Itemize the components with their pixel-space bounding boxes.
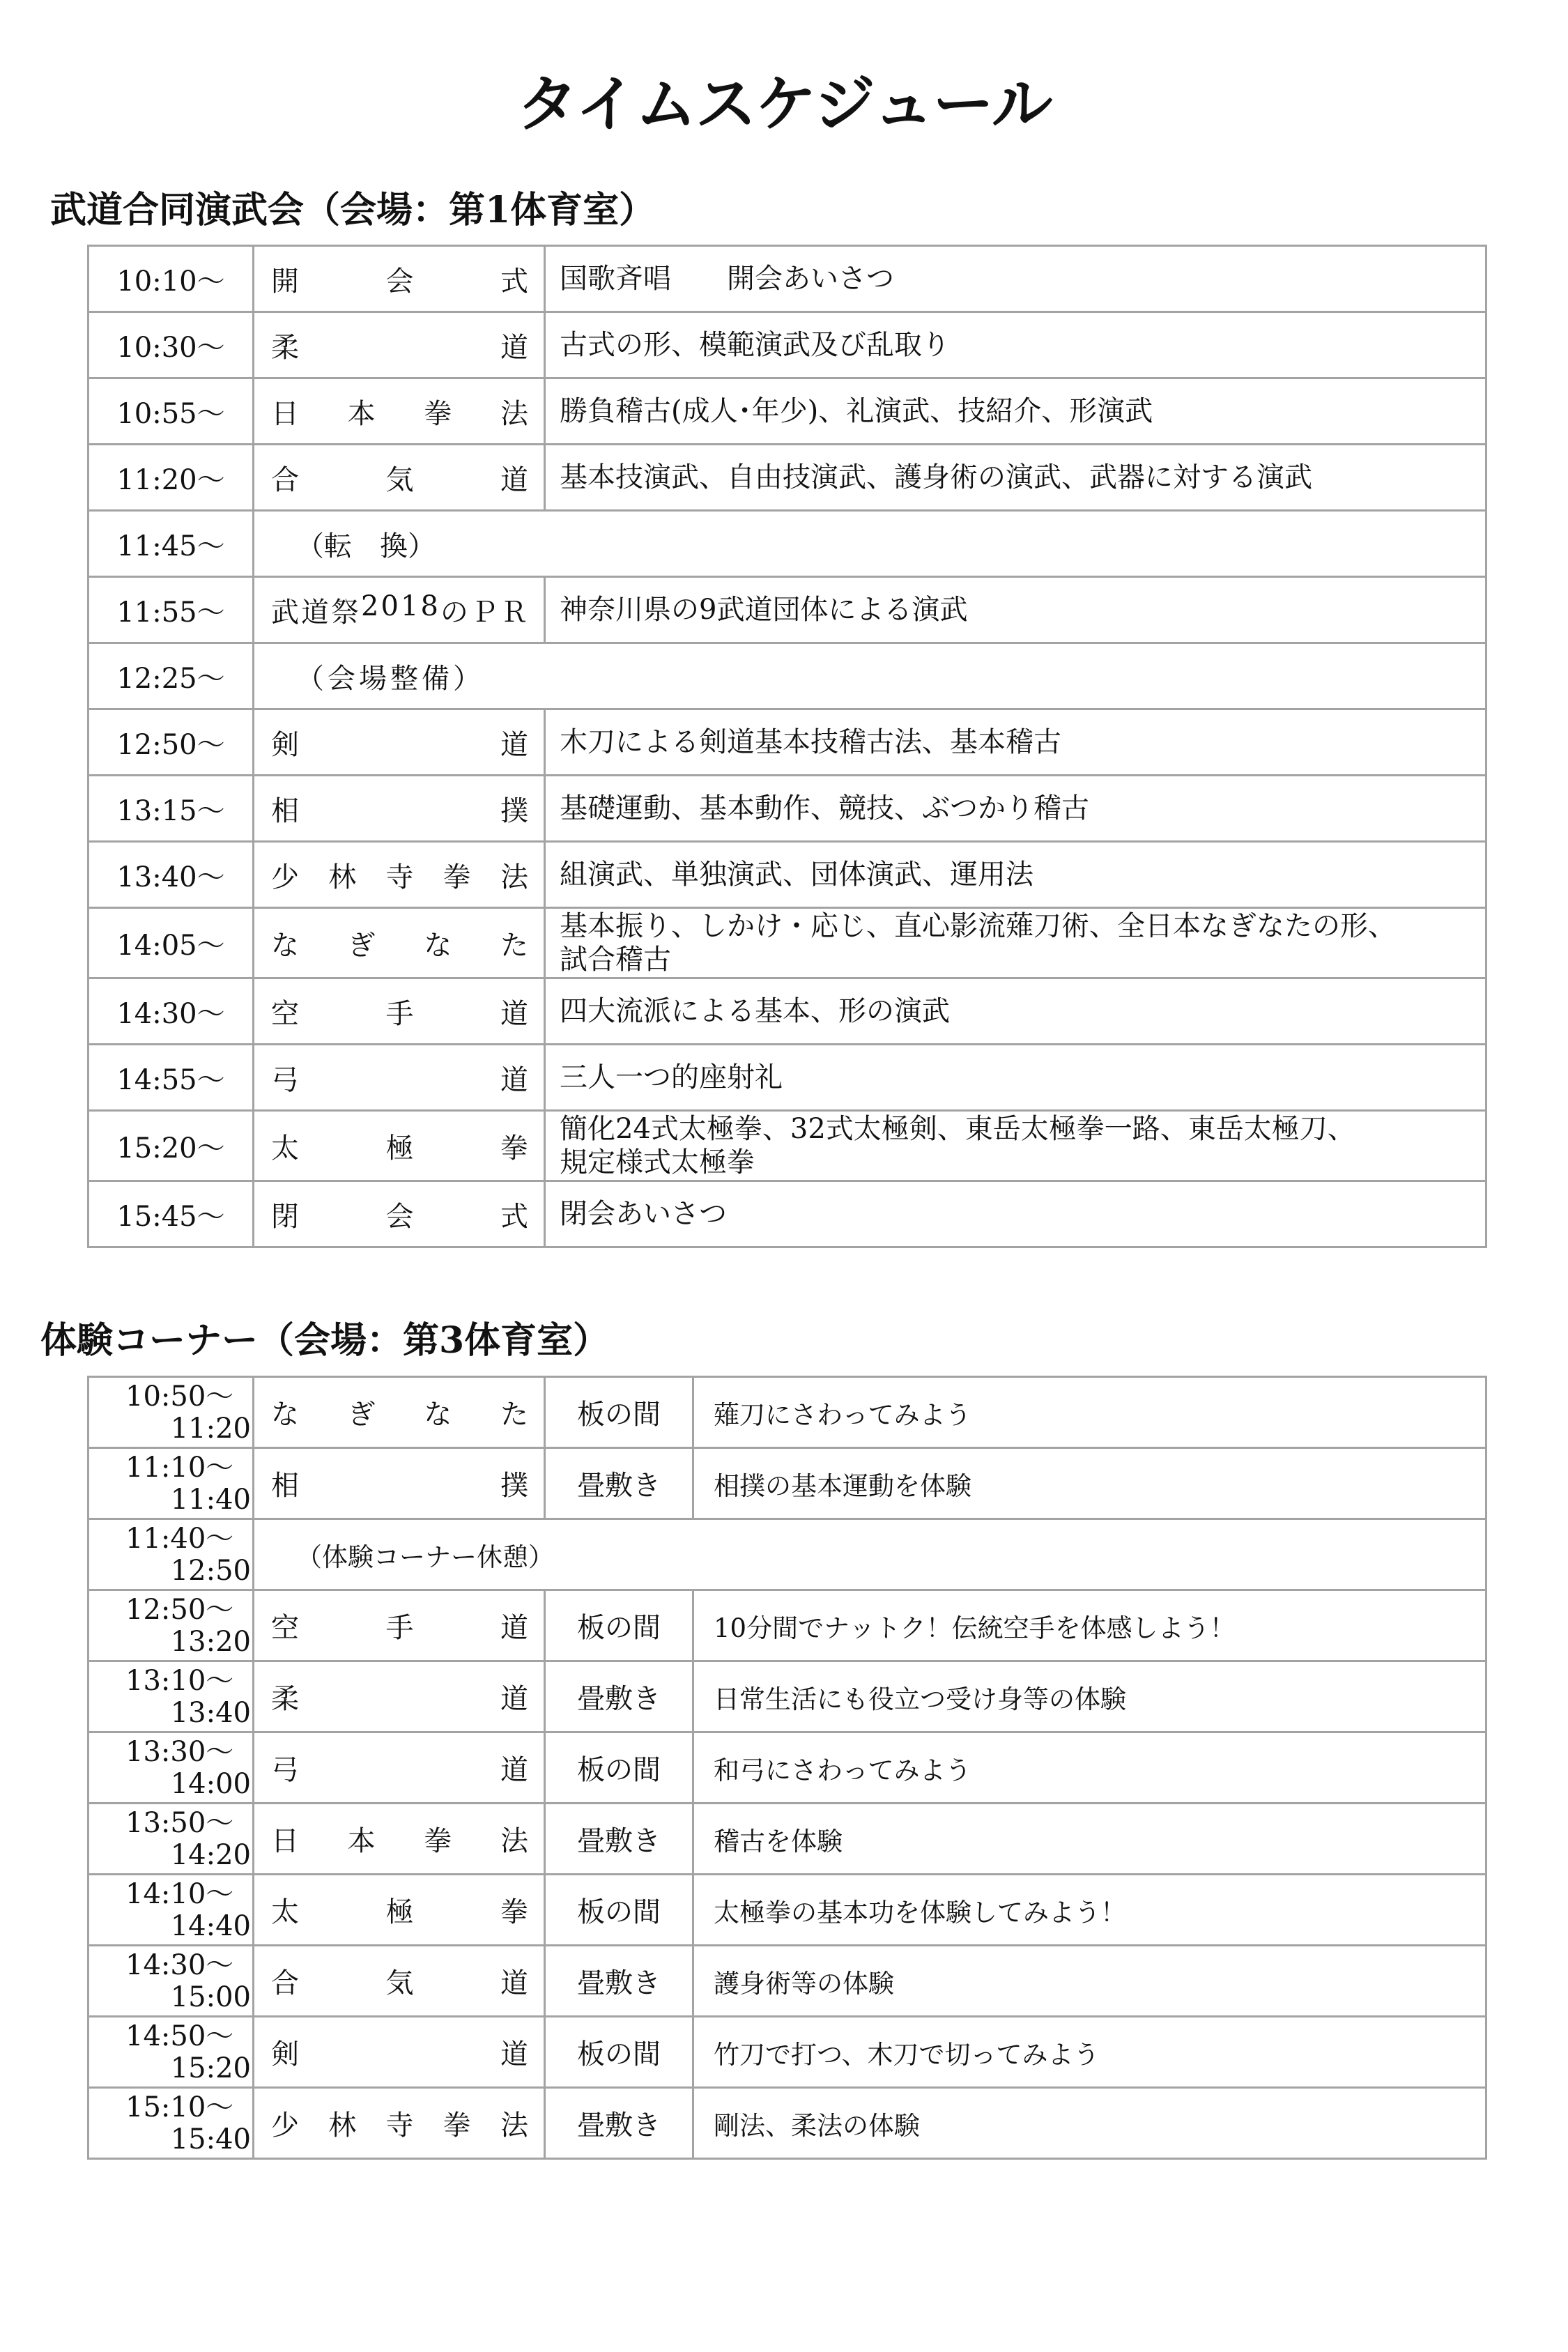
room-cell: 板の間 [545,1377,693,1448]
time-cell [89,1590,254,1661]
event-name-char: 法 [500,861,528,893]
event-cell [254,378,545,445]
event-name [271,1606,528,1645]
end-time: 11:40 [170,1483,251,1516]
event-name [271,2103,528,2143]
description-cell: 10分間でナットク！伝統空手を体感しよう！ [693,1590,1486,1661]
event-name-char: 祭 [331,596,360,629]
event-name-char: 空 [271,1612,299,1644]
event-name-char: 合 [271,463,299,496]
room-cell: 畳敷き [545,2088,693,2159]
table-row [89,1804,1486,1875]
event-name [271,1961,528,2001]
start-time: 10:50～ [125,1380,234,1413]
description-cell: 護身術等の体験 [693,1946,1486,2017]
time-cell: 11:55～ [89,577,254,643]
event-name-char: 空 [271,997,299,1030]
event-cell [254,1732,545,1804]
demonstration-heading: 武道合同演武会（会場：第1体育室） [50,189,656,231]
end-time: 15:20 [170,2052,251,2084]
event-name [271,1058,528,1098]
event-name-char: 少 [271,861,299,893]
event-cell [254,2017,545,2088]
event-name-char: 道 [500,331,528,364]
time-cell: 10:55～ [89,378,254,445]
table-row [89,709,1486,776]
event-name-char: 弓 [271,1754,299,1786]
event-cell [254,1875,545,1946]
room-cell: 板の間 [545,1590,693,1661]
event-cell [254,1377,545,1448]
event-name [271,458,528,498]
event-name [271,723,528,762]
room-cell: 板の間 [545,2017,693,2088]
time-cell: 12:25～ [89,643,254,709]
event-name-char: 会 [385,265,414,298]
event-name-char: 0 [381,590,399,622]
event-name [271,1463,528,1503]
room-cell: 畳敷き [545,1661,693,1732]
event-name-char: 式 [500,1200,528,1233]
note-cell: （体験コーナー休憩） [254,1519,1486,1590]
table-row [89,1875,1486,1946]
table-row [89,511,1486,577]
time-cell [89,2017,254,2088]
table-row [89,246,1486,312]
event-name-char: た [500,1399,528,1431]
event-name-char: 道 [500,1683,528,1715]
event-name [271,392,528,431]
event-name-char: ぎ [347,929,376,962]
event-name-char: 法 [500,397,528,430]
event-name-char: 道 [500,997,528,1030]
table-row [89,643,1486,709]
event-name [271,855,528,895]
table-row [89,2088,1486,2159]
event-name-char: 道 [500,728,528,761]
event-name [271,1819,528,1859]
event-name-char: 2 [361,590,379,622]
event-name-char: 日 [271,1825,299,1857]
time-cell: 13:15～ [89,776,254,842]
time-cell [89,1946,254,2017]
description-cell: 稽古を体験 [693,1804,1486,1875]
event-name-char: た [500,929,528,962]
time-cell [89,1519,254,1590]
end-time: 13:40 [170,1696,251,1729]
event-name-char: 撲 [500,794,528,827]
time-cell [89,1875,254,1946]
end-time: 14:20 [170,1838,251,1871]
event-name-char: 手 [385,1612,414,1644]
description-cell: 日常生活にも役立つ受け身等の体験 [693,1661,1486,1732]
event-cell [254,445,545,511]
time-cell: 14:05～ [89,908,254,978]
event-name-char: 道 [500,1754,528,1786]
description-cell: 基礎運動、基本動作、競技、ぶつかり稽古 [545,776,1486,842]
start-time: 13:30～ [125,1735,234,1768]
table-row [89,776,1486,842]
description-cell: 薙刀にさわってみよう [693,1377,1486,1448]
event-name-char: 閉 [271,1200,299,1233]
description-cell: 相撲の基本運動を体験 [693,1448,1486,1519]
end-time: 14:00 [170,1767,251,1800]
event-name-char: 林 [328,861,357,893]
event-name-char: 拳 [500,1896,528,1928]
description-cell: 神奈川県の9武道団体による演武 [545,577,1486,643]
table-row [89,1111,1486,1181]
event-name [271,259,528,299]
event-name-char: 法 [500,1825,528,1857]
event-name-char: 太 [271,1132,299,1165]
time-cell: 12:50～ [89,709,254,776]
description-cell: 基本技演武、自由技演武、護身術の演武、武器に対する演武 [545,445,1486,511]
event-cell [254,1590,545,1661]
end-time: 14:40 [170,1909,251,1942]
event-cell [254,1448,545,1519]
event-name-char: 会 [385,1200,414,1233]
event-cell [254,908,545,978]
event-name-char: な [271,1399,299,1431]
description-cell: 三人一つ的座射礼 [545,1045,1486,1111]
event-name-char: 式 [500,265,528,298]
event-name-char: 相 [271,794,299,827]
page-title: タイムスケジュール [516,68,1052,140]
description-cell: 木刀による剣道基本技稽古法、基本稽古 [545,709,1486,776]
event-cell [254,978,545,1045]
event-cell [254,842,545,908]
event-name-char: 1 [400,590,419,622]
event-name [271,325,528,365]
end-time: 15:40 [170,2123,251,2155]
time-cell [89,2088,254,2159]
event-name-char: 本 [347,1825,376,1857]
event-name-char: 極 [385,1132,414,1165]
event-name-char: 寺 [385,2109,414,2142]
table-row [89,1181,1486,1247]
event-name-char: 拳 [443,861,471,893]
event-name [271,923,528,963]
event-name-char: 気 [385,463,414,496]
demonstration-schedule-table [87,245,1487,1248]
description-cell: 勝負稽古(成人･年少)、礼演武、技紹介、形演武 [545,378,1486,445]
note-cell: （転 換） [254,511,1486,577]
room-cell: 畳敷き [545,1946,693,2017]
description-cell: 古式の形、模範演武及び乱取り [545,312,1486,378]
event-name-char: Ｒ [500,596,528,629]
room-cell: 板の間 [545,1732,693,1804]
event-name [271,1890,528,1930]
event-name [271,1392,528,1432]
table-row [89,1732,1486,1804]
event-name-char: 拳 [424,397,452,430]
event-name [271,1194,528,1234]
time-cell: 14:55～ [89,1045,254,1111]
event-name-char: 開 [271,265,299,298]
event-name-char: 拳 [424,1825,452,1857]
event-cell [254,1181,545,1247]
event-cell [254,1661,545,1732]
event-cell [254,1946,545,2017]
event-name-char: 林 [328,2109,357,2142]
start-time: 14:10～ [125,1877,234,1910]
event-name-char: 手 [385,997,414,1030]
table-row [89,1519,1486,1590]
event-name-char: 道 [500,1967,528,1999]
time-cell [89,1661,254,1732]
time-cell: 14:30～ [89,978,254,1045]
table-row [89,908,1486,978]
event-name-char: 柔 [271,331,299,364]
table-row [89,2017,1486,2088]
table-row [89,978,1486,1045]
start-time: 14:30～ [125,1949,234,1981]
event-name-char: 合 [271,1967,299,1999]
table-row [89,445,1486,511]
event-name-char: ぎ [347,1399,376,1431]
event-name-char: 剣 [271,2038,299,2070]
event-name-char: 拳 [500,1132,528,1165]
experience-heading: 体験コーナー（会場：第3体育室） [40,1319,610,1362]
event-name-char: 本 [347,397,376,430]
table-row [89,378,1486,445]
table-row [89,1946,1486,2017]
event-cell [254,2088,545,2159]
time-cell: 10:30～ [89,312,254,378]
end-time: 11:20 [170,1412,251,1445]
event-name-char: な [424,1399,452,1431]
room-cell: 畳敷き [545,1448,693,1519]
event-name [271,1677,528,1716]
room-cell: 板の間 [545,1875,693,1946]
description-cell: 和弓にさわってみよう [693,1732,1486,1804]
description-cell: 簡化24式太極拳、32式太極剣、東岳太極拳一路、東岳太極刀、 規定様式太極拳 [545,1111,1486,1181]
table-row [89,842,1486,908]
time-cell: 15:20～ [89,1111,254,1181]
table-row [89,1590,1486,1661]
start-time: 11:40～ [125,1522,234,1555]
table-row [89,577,1486,643]
event-cell [254,709,545,776]
start-time: 15:10～ [125,2091,234,2123]
event-name-char: な [424,929,452,962]
time-cell: 13:40～ [89,842,254,908]
event-name-char: 相 [271,1470,299,1502]
event-name-char: 撲 [500,1470,528,1502]
description-cell: 竹刀で打つ、木刀で切ってみよう [693,2017,1486,2088]
description-cell: 組演武、単独演武、団体演武、運用法 [545,842,1486,908]
description-cell: 太極拳の基本功を体験してみよう！ [693,1875,1486,1946]
event-cell [254,1111,545,1181]
time-cell [89,1377,254,1448]
event-name [271,789,528,829]
event-name-char: 道 [500,2038,528,2070]
description-cell: 剛法、柔法の体験 [693,2088,1486,2159]
event-name-char: な [271,929,299,962]
event-cell [254,1804,545,1875]
start-time: 13:10～ [125,1664,234,1697]
event-name-char: 柔 [271,1683,299,1715]
description-cell: 四大流派による基本、形の演武 [545,978,1486,1045]
event-cell [254,246,545,312]
start-time: 12:50～ [125,1593,234,1626]
description-cell: 閉会あいさつ [545,1181,1486,1247]
table-row [89,312,1486,378]
event-name-char: 少 [271,2109,299,2142]
event-name [271,992,528,1031]
start-time: 14:50～ [125,2020,234,2052]
description-cell: 基本振り、しかけ・応じ、直心影流薙刀術、全日本なぎなたの形、 試合稽古 [545,908,1486,978]
table-row [89,1661,1486,1732]
time-cell: 10:10～ [89,246,254,312]
event-name [271,1126,528,1166]
time-cell: 15:45～ [89,1181,254,1247]
event-name-char: 道 [500,463,528,496]
end-time: 15:00 [170,1981,251,2013]
end-time: 13:20 [170,1625,251,1658]
time-cell [89,1804,254,1875]
event-name-char: 日 [271,397,299,430]
event-cell [254,577,545,643]
event-name-char: 寺 [385,861,414,893]
time-cell: 11:20～ [89,445,254,511]
time-cell [89,1732,254,1804]
start-time: 11:10～ [125,1451,234,1484]
event-name-char: 8 [420,590,438,622]
event-name-char: 道 [500,1063,528,1096]
event-name [271,590,528,630]
event-name-char: 道 [500,1612,528,1644]
event-name-char: 極 [385,1896,414,1928]
event-name-char: 太 [271,1896,299,1928]
table-row [89,1045,1486,1111]
event-name-char: Ｐ [470,596,498,629]
event-name-char: 道 [301,596,330,629]
event-name [271,2032,528,2072]
experience-schedule-table [87,1376,1487,2160]
event-cell [254,1045,545,1111]
start-time: 13:50～ [125,1806,234,1839]
time-cell [89,1448,254,1519]
table-row [89,1448,1486,1519]
event-name-char: 弓 [271,1063,299,1096]
time-cell: 11:45～ [89,511,254,577]
event-name-char: の [440,596,468,629]
room-cell: 畳敷き [545,1804,693,1875]
event-name-char: 法 [500,2109,528,2142]
event-name-char: 剣 [271,728,299,761]
event-name-char: 気 [385,1967,414,1999]
event-cell [254,312,545,378]
description-cell: 国歌斉唱 開会あいさつ [545,246,1486,312]
end-time: 12:50 [170,1554,251,1587]
note-cell: （会場整備） [254,643,1486,709]
event-name [271,1748,528,1788]
event-cell [254,776,545,842]
event-name-char: 拳 [443,2109,471,2142]
table-row [89,1377,1486,1448]
event-name-char: 武 [271,596,299,629]
